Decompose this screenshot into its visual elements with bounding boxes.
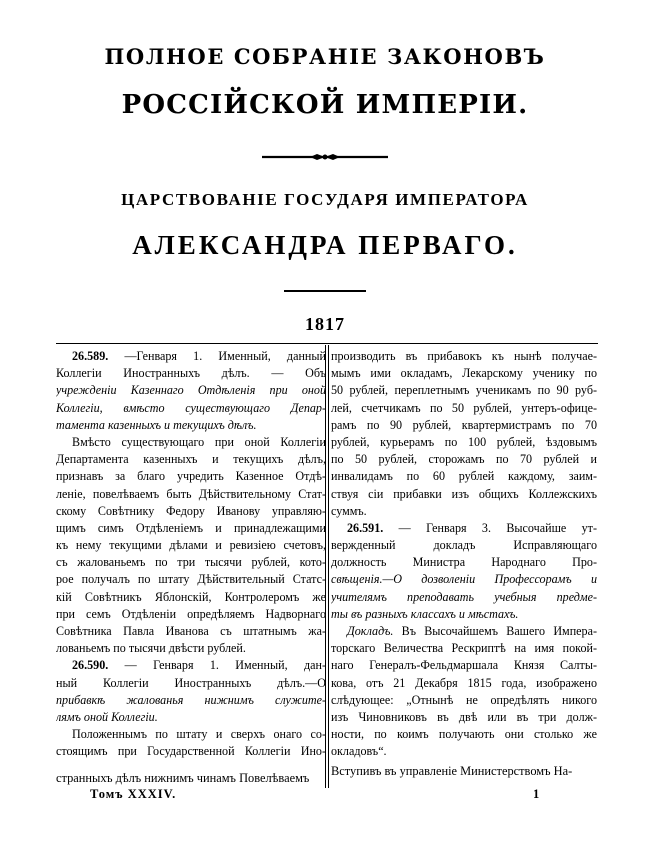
text-line: 50 рублей, переплетнымъ ученикамъ по 90 руб- [331,383,597,398]
ornament-divider-icon [262,152,388,162]
act-heading-line: Коллегіи Иностранныхъ дѣлъ. — Объ [56,366,326,381]
text-line: признавъ за благо учредить Казенное Отдѣ- [56,469,326,484]
text-line: Положеннымъ по штату и сверхъ онаго со- [72,727,326,742]
right-column [331,348,597,760]
text-line: мымъ ими окладамъ, Лекарскому ученику по [331,366,597,381]
act-summary-line: прибавкѣ жалованья нижнимъ служите- [56,692,326,707]
text-line: къ нему текущими дѣлами и ревизіею счетовъ, [56,538,326,553]
text-line: щимъ симъ Отдѣленіемъ и принадлежащими [56,520,326,535]
text-line: лей, счетчикамъ по 50 рублей, унтеръ-офице- [331,400,597,415]
text-line: кій Совѣтникъ Яблонскій, Контролеромъ же [56,589,326,604]
page-number: 1 [533,787,540,801]
text-line: рублей, курьерамъ по 100 рублей, ѣздовымъ [331,434,597,449]
column-divider-inner [328,345,329,788]
text-line: производить въ прибавокъ къ нынѣ получае- [331,349,597,363]
text-line: инвалидамъ по 60 рублей каждому, заим- [331,469,597,484]
act-number: 26.591. [347,520,384,535]
left-footer-line: странныхъ дѣлъ нижнимъ чинамъ Повелѣваемъ [56,771,310,785]
text-line: при семъ Отдѣленіи опредѣляемъ Надворнаго [56,606,326,621]
text-line: Совѣтника Павла Иванова съ штатнымъ жа- [56,624,326,638]
text-line: лованьемъ по тысячи двѣсти рублей. [56,641,246,656]
text-line: по 50 рублей, сторожамъ по 70 рублей и [331,452,597,467]
text-line: слѣдующее: „Отнынѣ не опредѣлять никого [331,692,597,707]
text-line: наго Генералъ-Фельдмаршала Князя Салты- [331,658,597,673]
text-line: окладовъ“. [331,744,387,759]
report-opening: Докладъ. Въ Высочайшемъ Вашего Импера- [347,624,597,638]
text-line: Департамента казенныхъ и текущихъ дѣлъ, [56,452,326,467]
act-summary-line: ты въ разныхъ классахъ и мѣстахъ. [331,606,519,621]
act-summary-line: свѣщенія.—О дозволеніи Профессорамъ и [331,572,597,587]
act-heading-line: вержденный докладъ Исправляющаго [331,538,597,553]
left-column [56,348,326,760]
act-summary-line: лямъ оной Коллегіи. [56,709,158,724]
act-summary-line: Коллегіи, вмѣсто существующаго Депар- [56,400,326,415]
act-26589-heading: 26.589. —Генваря 1. Именный, данный [72,349,326,363]
year-heading: 1817 [305,314,345,334]
act-summary-line: учителямъ преподавать учебныя предме- [331,589,597,604]
text-line: изъ Чиновниковъ въ двѣ или въ три долж- [331,709,597,724]
act-number: 26.589. [72,349,109,363]
text-line: рое получалъ по штату Дѣйствительный Статс- [56,572,326,587]
text-line: рамъ по 90 рублей, квартермистрамъ по 70 [331,417,597,432]
reign-heading: ЦАРСТВОВАНІЕ ГОСУДАРЯ ИМПЕРАТОРА [121,190,529,209]
volume-label: Томъ XXXIV. [90,787,177,801]
act-summary-line: тамента казенныхъ и текущихъ дѣлъ. [56,417,257,432]
act-summary-line: учрежденіи Казеннаго Отдѣленія при оной [56,383,326,398]
text-line: съ жалованьемъ по три тысячи рублей, кото- [56,555,326,570]
text-line: торскаго Величества Рескриптѣ на имя покой- [331,641,597,656]
right-footer-line: Вступивъ въ управленіе Министерствомъ На- [331,764,573,778]
emperor-name: АЛЕКСАНДРА ПЕРВАГО. [132,230,518,260]
act-26591-heading: 26.591. — Генваря 3. Высочайше ут- [347,520,597,535]
text-line: леніе, повелѣваемъ быть Дѣйствительному Стат- [56,486,326,501]
empire-title: РОССІЙСКОЙ ИМПЕРІИ. [121,90,529,120]
column-top-rule [56,343,598,344]
text-line: ствуя сіи прибавки изъ общихъ Коллежскихъ [331,486,597,501]
text-line: ности, по коимъ получають они столько же [331,727,597,742]
collection-title: ПОЛНОЕ СОБРАНІЕ ЗАКОНОВЪ [104,44,546,69]
report-label: Докладъ. [347,624,394,638]
text-line: стоящимъ при Государственной Коллегіи Ино- [56,744,326,759]
act-number: 26.590. [72,658,109,673]
act-heading-line: должность Министра Народнаго Про- [331,555,597,570]
text-line: Вмѣсто существующаго при оной Коллегіи [72,434,326,449]
text-line: суммъ. [331,503,367,518]
text-line: кова, отъ 21 Декабря 1815 года, изображено [331,675,597,690]
act-heading-line: ный Коллегіи Иностранныхъ дѣлъ.—О [56,675,326,690]
text-line: скому Совѣтнику Федору Иванову управляю- [56,503,326,518]
short-rule [284,290,366,292]
act-26590-heading: 26.590. — Генваря 1. Именный, дан- [72,658,326,673]
